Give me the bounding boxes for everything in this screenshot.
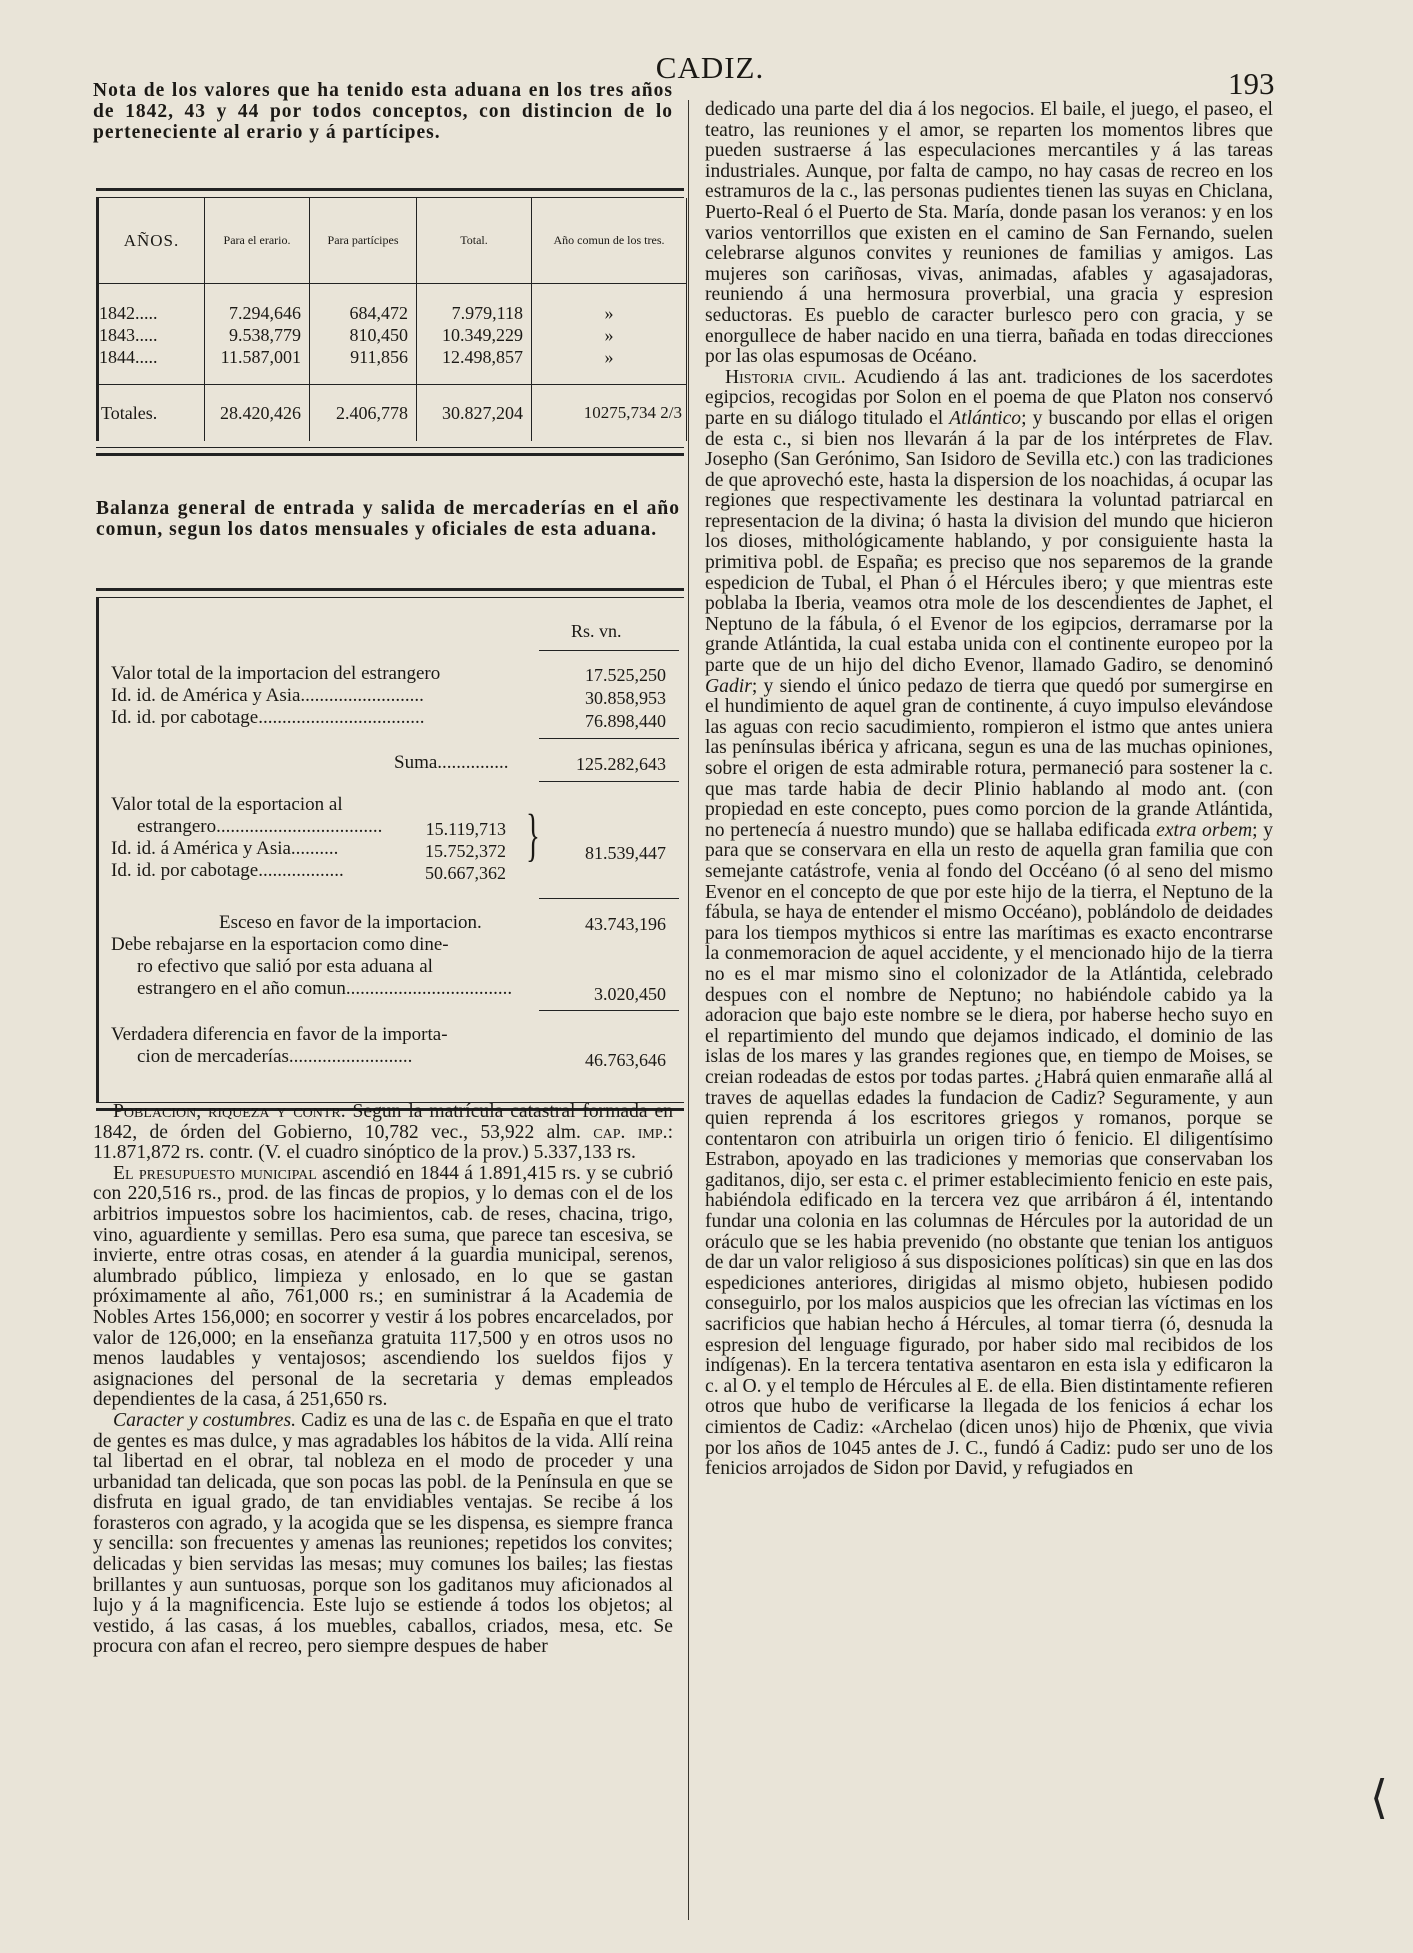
deduct-value: 3.020,450 [594,984,666,1004]
left-column-text [93,1102,673,1658]
table-col-total [417,283,532,384]
true-difference-line-2: cion de mercaderías.......................... [137,1046,413,1067]
section-heading: Poblacion, riqueza y contr. [113,1101,346,1122]
table-cell: 12.498,857 [442,347,523,367]
rule [539,898,679,899]
paragraph-civil-history [705,368,1273,1480]
table-cell: 1843..... [99,325,158,345]
export-foreign-label: estrangero................................... [137,816,383,837]
customs-values-table [96,188,684,456]
rule [539,1010,679,1011]
rule [539,650,679,651]
sum-value: 125.282,643 [576,754,666,774]
export-america-label: Id. id. á América y Asia.......... [111,838,339,859]
table-total-total: 30.827,204 [417,384,532,441]
export-cabotage-label: Id. id. por cabotage.................. [111,860,344,881]
paragraph-population [93,1102,673,1164]
paragraph-budget [93,1164,673,1411]
table-bottom-rule [96,447,684,456]
table-cell: 10.349,229 [442,325,523,345]
export-foreign-value: 15.119,713 [425,819,506,839]
brace-icon: } [525,802,540,867]
table-cell: » [604,303,614,323]
margin-mark-icon: ⟨ [1370,1772,1388,1823]
page-header-title: CADIZ. [655,50,765,85]
export-total-value: 81.539,447 [585,843,666,863]
table-total-average: 10275,734 2/3 [532,384,687,441]
italic-term: extra orbem [1156,819,1253,841]
excess-value: 43.743,196 [585,914,666,934]
table-cell: 810,450 [349,325,408,345]
table-cell: 7.979,118 [451,303,523,323]
import-america-value: 30.858,953 [585,688,666,708]
paragraph-text: ; y buscando por ellas el origen de esta c., si bien nos llevarán á la par de los intérpretes de Flav. Josepho (San Gerónimo, San Isidoro de Sevilla etc.) con las tradiciones de que aprovechó este, hasta la dispersion de los noachidas, á ocupar las regiones que respectivamente les destinara la voluntad patriarcal en representacion de la divina; ó hasta la division del mundo que hicieron los dioses, mithológicamente hablando, y por consiguiente hasta la primitiva pobl. de España; es preciso que nos separemos de la grande espedicion de Tubal, el Phan ó el Hércules ibero; y que mientras este poblaba la Iberia, veamos otra mole de los descendientes de Japhet, el Neptuno de la fábula, ó el Evenor de los egipcios, derramarse por la grande Atlántida, la cual estaba unida con el continente europeo por la parte que de un hijo del dicho Evenor, llamado Gadiro, se denominó [705,407,1273,677]
table-cell: 684,472 [349,303,408,323]
paragraph-text: Cadiz es una de las c. de España en que el trato de gentes es mas dulce, y mas agradables los hábitos de la vida. Allí reina tal libertad en el obrar, tal nobleza en el modo de proceder y una urbanidad tan delicada, que son pocas las pobl. de la Península en que se disfruta en igual grado, de tan envidiables ventajas. Se recibe á los forasteros con agrado, y la acogida que se les dispensa, es siempre franca y sencilla: son frecuentes y amenas las reuniones; repetidos los convites; delicadas y bien servidas las mesas; muy comunes los bailes; las fiestas brillantes y aun suntuosas, porque son los gaditanos muy aficionados al lujo y á la magnificencia. Este lujo se estiende á todos los objetos; al vestido, á las casas, á los muebles, caballos, criados, mesa, etc. Se procura con afan el recreo, pero siempre despues de haber [93,1409,674,1658]
deduct-line-2: ro efectivo que salió por esta aduana al [137,956,433,977]
right-column-text [705,100,1273,1480]
rule [539,781,679,782]
table-top-rule [96,188,684,198]
table-total-participes: 2.406,778 [310,384,417,441]
paragraph-text: Acudiendo á las ant. tradiciones de los sacerdotes egipcios, recogidas por Solon en el poema de que Platon nos conservó parte en su diálogo titulado el [705,366,1273,429]
import-america-label: Id. id. de América y Asia.......................... [111,685,424,706]
paragraph-character [93,1411,673,1658]
table-cell: 911,856 [350,347,408,367]
export-heading: Valor total de la esportacion al [111,794,343,815]
export-america-value: 15.752,372 [425,841,506,861]
paragraph-text: ; y para que se conservara en ella un resto de aquella gran familia que con semejante catástrofe, venia al fondo del Occéano (ó al seno del mismo Evenor en el concepto de que por este hijo de la tierra, el Neptuno de la fábula, se haya de entender el mismo Occéano), poblándolo de deidades para los tiempos mythicos si entre las marítimas es exacto encontrarse la conmemoracion de aquel accidente, y el mencionado hijo de la tierra no es el mar mismo sino el colonizador de la Atlántida, celebrado despues con el nombre de Neptuno; no habiéndole cabido ya la adoracion que bajo este nombre se le diera, por haberse hecho suyo en el repartimiento del mundo que dejamos indicado, el dominio de las islas de los mares y las grandes regiones que, en tiempo de Moises, se creian rodeadas de estos por todas partes. ¿Habrá quien enmarañe allá al traves de aquellas edades la fundacion de Cadiz? Seguramente, y aun quien reprenda á los escritores griegos y romanos, porque se contentaron con atribuirla un origen tirio ó fenicio. El diligentísimo Estrabon, apoyado en las tradiciones y memorias que conservaban los gaditanos, dijo, ser esta c. el primer establecimiento fenicio en este pais, habiéndola edificado en la tercera vez que arribáron á él, intentando fundar una colonia en las columnas de Hércules por la autoridad de un oráculo que se les habia prevenido (no obstante que tenian los antiguos de dar un valor religioso á sus disposiciones políticas) sin que en las dos espediciones anteriores, dirigidas al mismo objeto, hubiesen podido conseguirlo, por los malos auspicios que les ofrecian las víctimas en los sacrificios que habian hecho á Hércules, al tomar tierra (ó, desnuda la espresion del lenguage figurado, por haber sido mal recibidos de los indígenas). En la tercera tentativa asentaron en esta isla y edificaron la c. al O. y el templo de Hércules al E. de ella. Bien distintamente refieren otros que hubo de verificarse la llegada de los fenicios á echar los cimientos de Cadiz: «Archelao (dicen unos) hijo de Phœnix, que vivia por los años de 1045 antes de J. C., fundó á Cadiz: pudo ser uno de los fenicios arrojados de Sidon por David, y refugiados en [705,819,1273,1480]
table-header-average: Año comun de los tres. [532,198,687,283]
abbreviation: cap. imp. [593,1121,668,1143]
section-heading: Historia civil. [725,366,846,388]
import-cabotage-value: 76.898,440 [585,711,666,731]
import-cabotage-label: Id. id. por cabotage................................... [111,707,425,728]
table-top-rule [96,588,684,598]
export-cabotage-value: 50.667,362 [425,863,506,883]
table-cell: 7.294,646 [229,303,301,323]
paragraph-text: ascendió en 1844 á 1.891,415 rs. y se cubrió con 220,516 rs., prod. de las fincas de propios, y lo demas con el de los arbitrios impuestos sobre los hacimientos, cab. de reses, chacina, trigo, vino, aguardiente y semillas. Pero esa suma, que parece tan escesiva, se invierte, entre otras cosas, en atender á la guardia municipal, serenos, alumbrado público, limpieza y enlosado, en lo que se gastan próximamente al año, 761,000 rs.; en suministrar á la Academia de Nobles Artes 156,000; en socorrer y vestir á los pobres encarcelados, por valor de 126,000; en la enseñanza gratuita 117,500 y en otros usos no menos laudables y ventajosos; ascendiendo los sueldos fijos y asignaciones del personal de la secretaria y demas empleados dependientes de la casa, á 251,650 rs. [93,1162,673,1411]
note-balance [96,498,680,540]
sum-label: Suma............... [394,752,509,773]
note-balance-text: Balanza general de entrada y salida de mercaderías en el año comun, segun los datos mensuales y oficiales de esta aduana. [96,498,680,540]
table-cell: » [604,325,614,345]
rule [539,738,679,739]
table-col-average [532,283,687,384]
table-cell: 9.538,779 [229,325,301,345]
import-foreign-label: Valor total de la importacion del estrangero [111,663,441,684]
balance-table [96,588,684,1111]
table-col-years [99,283,205,384]
table-col-participes [310,283,417,384]
table-total-label: Totales. [99,384,205,441]
paragraph-customs-leisure: dedicado una parte del dia á los negocios. El baile, el juego, el paseo, el teatro, las reuniones y el amor, se reparten los momentos libres que pueden sustraerse á las especulaciones mercantiles y á las tareas industriales. Aunque, por falta de campo, no hay casas de recreo en los estramuros de la c., las personas pudientes tienen las suyas en Chiclana, Puerto-Real ó el Puerto de Sta. María, donde pasan los veranos: y en los varios ventorrillos que existen en el camino de San Fernando, suelen celebrarse algunos convites y reuniones de familias y amigos. Las mujeres son cariñosas, vivas, animadas, afables y agasajadoras, reuniendo á una hermosura proverbial, una gracia y espresion seductoras. Es pueblo de caracter burlesco pero con gracia, y se enorgullece de haber nacido en una tierra, bañada en todas direcciones por las olas espumosas de Océano. [705,99,1273,368]
true-difference-line-1: Verdadera diferencia en favor de la importa- [111,1024,448,1045]
table-header-total: Total. [417,198,532,283]
table-cell: 1844..... [99,347,158,367]
table-header-erario: Para el erario. [205,198,310,283]
table-total-erario: 28.420,426 [205,384,310,441]
unit-label: Rs. vn. [571,621,622,641]
balance-table-body [96,598,684,1102]
paragraph-text: Segun la matrícula catastral formada en 1842, de órden del Gobierno, 10,782 vec., 53,922 alm. [93,1101,673,1143]
page-number: 193 [1228,66,1275,101]
section-heading: El presupuesto municipal [113,1162,317,1184]
true-difference-value: 46.763,646 [585,1050,666,1070]
table-header-years: AÑOS. [99,198,205,283]
paragraph-text: ; y siendo el único pedazo de tierra que quedó por sumergirse en el hundimiento de aquel gran de continente, á cuyo impulso elevándose las aguas con recio sacudimiento, rompieron el istmo que antes uniera las penínsulas ibérica y africana, segun es una de las muchas opiniones, sobre el origen de esta admirable rotura, permaneció para sostener la c. que mas tarde habia de decir Plinio hablando al modo ant. (con propiedad en este concepto, pues como porcion de la grande Atlántida, no pertenecía á nuestro mundo) que se hallaba edificada [705,675,1273,841]
deduct-line-3: estrangero en el año comun................................... [137,978,513,999]
excess-label: Esceso en favor de la importacion. [219,912,482,933]
note-values-text: Nota de los valores que ha tenido esta aduana en los tres años de 1842, 43 y 44 por todos conceptos, con distincion de lo perteneciente al erario y á partícipes. [93,80,673,143]
paragraph-text: : 11.871,872 rs. contr. (V. el cuadro sinóptico de la prov.) 5.337,133 rs. [93,1121,674,1164]
note-values [93,80,673,143]
import-foreign-value: 17.525,250 [585,665,666,685]
deduct-line-1: Debe rebajarse en la esportacion como dine- [111,934,449,955]
table-cell: 11.587,001 [220,347,301,367]
section-heading: Caracter y costumbres. [113,1409,297,1431]
table-cell: 1842..... [99,303,158,323]
italic-term: Atlántico [949,407,1022,429]
table-col-erario [205,283,310,384]
column-divider [688,100,689,1920]
table-header-participes: Para partícipes [310,198,417,283]
table-cell: » [604,347,614,367]
italic-term: Gadir [705,675,752,697]
